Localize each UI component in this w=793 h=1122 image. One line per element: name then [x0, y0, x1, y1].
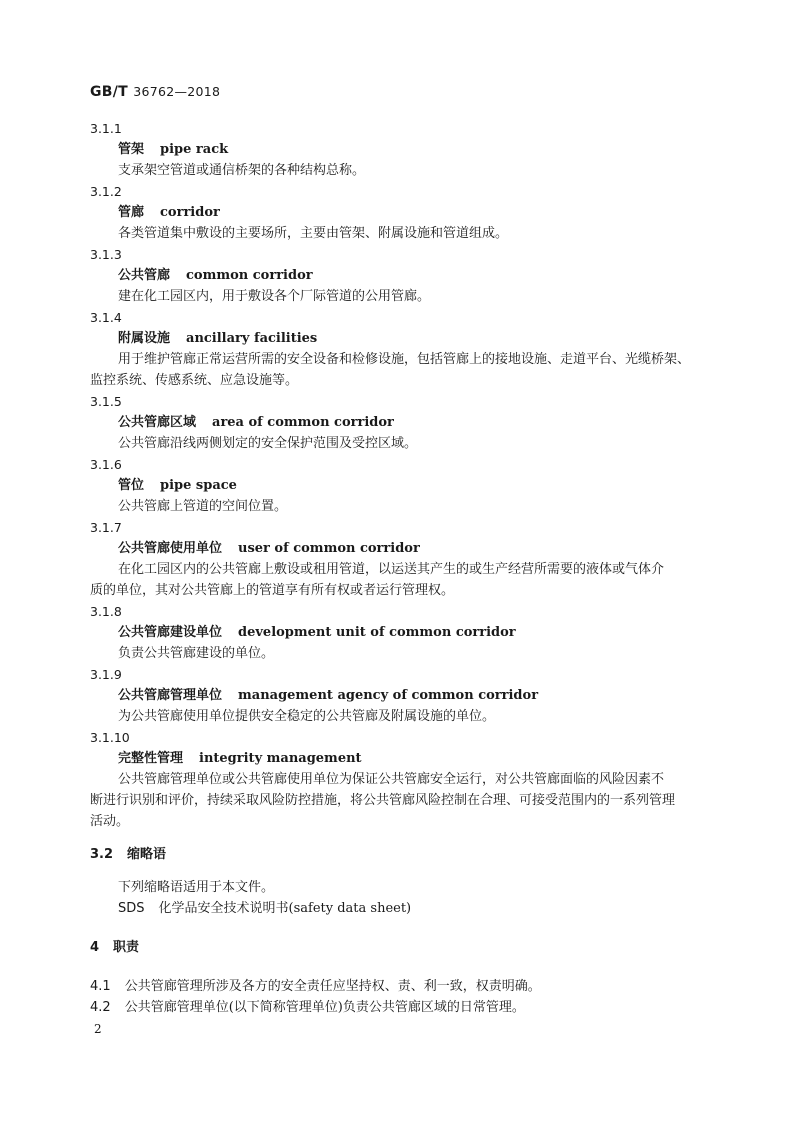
- term-heading: [90, 748, 710, 769]
- term-definition-line: 公共管廊管理单位或公共管廊使用单位为保证公共管廊安全运行，对公共管廊面临的风险因素不: [118, 772, 665, 787]
- entry-number: 3.1.6: [90, 457, 122, 472]
- section-title: 缩略语: [127, 847, 167, 862]
- term-zh: 公共管廊: [118, 268, 171, 283]
- section-heading-3-2: [90, 844, 710, 865]
- term-definition: 为公共管廊使用单位提供安全稳定的公共管廊及附属设施的单位。: [118, 709, 496, 724]
- entry-number: 3.1.8: [90, 604, 122, 619]
- entry-number: 3.1.1: [90, 121, 122, 136]
- term-zh: 管廊: [118, 205, 145, 220]
- section-number: 4: [90, 940, 100, 955]
- term-en: common corridor: [186, 268, 313, 283]
- standard-number: 36762—2018: [133, 84, 221, 99]
- term-heading: [90, 328, 710, 349]
- term-heading: [90, 139, 710, 160]
- term-definition-line: 用于维护管廊正常运营所需的安全设备和检修设施，包括管廊上的接地设施、走道平台、光缆桥架、: [118, 352, 691, 367]
- term-definition-line: 监控系统、传感系统、应急设施等。: [90, 373, 299, 388]
- term-en: corridor: [160, 205, 220, 220]
- abbreviation-definition: 化学品安全技术说明书(safety data sheet): [158, 901, 412, 916]
- term-en: pipe space: [160, 478, 237, 493]
- term-zh: 公共管廊使用单位: [118, 541, 223, 556]
- term-en: user of common corridor: [238, 541, 420, 556]
- entry-number: 3.1.9: [90, 667, 122, 682]
- term-heading: [90, 475, 710, 496]
- term-zh: 公共管廊管理单位: [118, 688, 223, 703]
- entry-number: 3.1.5: [90, 394, 122, 409]
- clause-4-1: [90, 976, 710, 997]
- term-zh: 完整性管理: [118, 751, 184, 766]
- term-definition: 负责公共管廊建设的单位。: [118, 646, 275, 661]
- term-en: ancillary facilities: [186, 331, 318, 346]
- term-definition: 支承架空管道或通信桥架的各种结构总称。: [118, 163, 366, 178]
- term-heading: [90, 685, 710, 706]
- term-en: area of common corridor: [212, 415, 394, 430]
- abbreviation: SDS: [118, 901, 145, 916]
- entry-number: 3.1.4: [90, 310, 122, 325]
- clause-text: 公共管廊管理所涉及各方的安全责任应坚持权、责、利一致，权责明确。: [124, 979, 541, 994]
- term-zh: 公共管廊建设单位: [118, 625, 223, 640]
- term-heading: [90, 538, 710, 559]
- term-heading: [90, 202, 710, 223]
- term-heading: [90, 265, 710, 286]
- clause-number: 4.1: [90, 979, 111, 994]
- term-heading: [90, 412, 710, 433]
- term-en: pipe rack: [160, 142, 229, 157]
- term-definition-line: 质的单位，其对公共管廊上的管道享有所有权或者运行管理权。: [90, 583, 455, 598]
- term-definition: 公共管廊上管道的空间位置。: [118, 499, 288, 514]
- clause-text: 公共管廊管理单位(以下简称管理单位)负责公共管廊区域的日常管理。: [124, 1000, 525, 1015]
- standard-header: [90, 84, 220, 100]
- term-definition-line: 在化工园区内的公共管廊上敷设或租用管道，以运送其产生的或生产经营所需要的液体或气体介: [118, 562, 665, 577]
- entry-number: 3.1.3: [90, 247, 122, 262]
- clause-4-2: [90, 997, 710, 1018]
- term-zh: 附属设施: [118, 331, 171, 346]
- abbreviation-entry: [90, 898, 710, 919]
- term-definition: 公共管廊沿线两侧划定的安全保护范围及受控区域。: [118, 436, 418, 451]
- term-definition: 建在化工园区内，用于敷设各个厂际管道的公用管廊。: [118, 289, 431, 304]
- term-zh: 管架: [118, 142, 145, 157]
- term-zh: 管位: [118, 478, 145, 493]
- entry-number: 3.1.10: [90, 730, 130, 745]
- term-heading: [90, 622, 710, 643]
- term-definition-line: 断进行识别和评价，持续采取风险防控措施，将公共管廊风险控制在合理、可接受范围内的一系列管理: [90, 793, 676, 808]
- entry-number: 3.1.7: [90, 520, 122, 535]
- term-zh: 公共管廊区域: [118, 415, 197, 430]
- document-body: [90, 118, 710, 1018]
- term-en: development unit of common corridor: [238, 625, 516, 640]
- clause-number: 4.2: [90, 1000, 111, 1015]
- section-number: 3.2: [90, 847, 114, 862]
- section-heading-4: [90, 937, 710, 958]
- term-definition-line: 活动。: [90, 814, 130, 829]
- abbreviation-intro: 下列缩略语适用于本文件。: [118, 880, 275, 895]
- page-number: 2: [94, 1022, 102, 1036]
- section-title: 职责: [113, 940, 140, 955]
- standard-code: GB/T: [90, 84, 129, 100]
- term-en: management agency of common corridor: [238, 688, 539, 703]
- term-definition: 各类管道集中敷设的主要场所，主要由管架、附属设施和管道组成。: [118, 226, 509, 241]
- entry-number: 3.1.2: [90, 184, 122, 199]
- term-en: integrity management: [199, 751, 362, 766]
